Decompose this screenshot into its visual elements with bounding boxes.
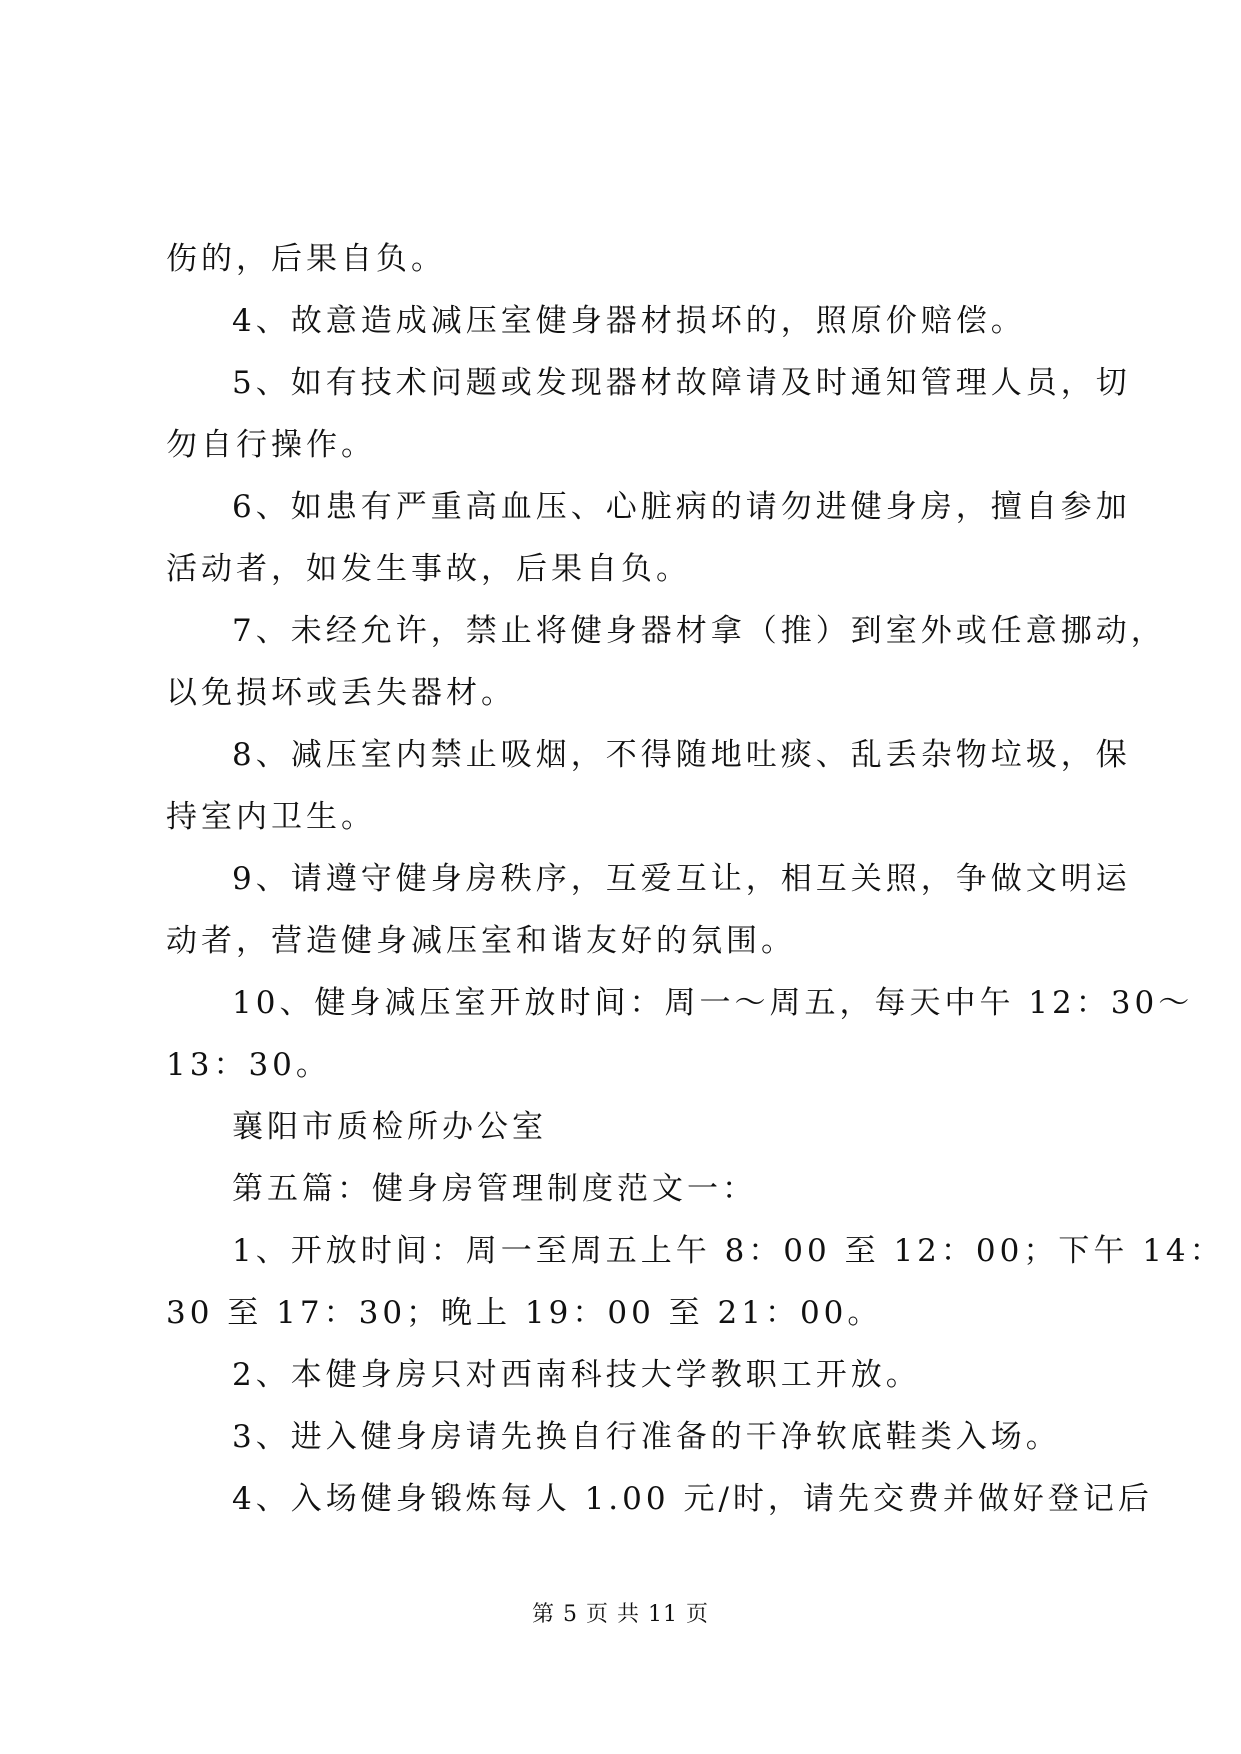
text-line: 9、请遵守健身房秩序，互爱互让，相互关照，争做文明运 [232, 861, 1131, 897]
text-line: 以免损坏或丢失器材。 [166, 675, 516, 711]
text-line: 6、如患有严重高血压、心脏病的请勿进健身房，擅自参加 [232, 489, 1131, 525]
text-line: 勿自行操作。 [166, 427, 376, 463]
document-body [166, 228, 1225, 1530]
text-line: 10、健身减压室开放时间：周一～周五，每天中午 12：30～ [232, 985, 1194, 1021]
text-line: 动者，营造健身减压室和谐友好的氛围。 [166, 923, 796, 959]
text-line: 4、故意造成减压室健身器材损坏的，照原价赔偿。 [232, 303, 1026, 339]
text-line: 持室内卫生。 [166, 799, 376, 835]
text-line: 5、如有技术问题或发现器材故障请及时通知管理人员，切 [232, 365, 1131, 401]
text-line: 活动者，如发生事故，后果自负。 [166, 551, 691, 587]
section-heading: 第五篇：健身房管理制度范文一： [232, 1171, 757, 1207]
text-line: 4、入场健身锻炼每人 1.00 元/时，请先交费并做好登记后 [232, 1481, 1153, 1517]
page-number-footer: 第 5 页 共 11 页 [532, 1602, 709, 1627]
text-line: 3、进入健身房请先换自行准备的干净软底鞋类入场。 [232, 1419, 1061, 1455]
text-line: 30 至 17：30；晚上 19：00 至 21：00。 [166, 1295, 883, 1331]
text-line: 7、未经允许，禁止将健身器材拿（推）到室外或任意挪动， [232, 613, 1166, 649]
text-line: 13：30。 [166, 1047, 331, 1083]
text-line: 2、本健身房只对西南科技大学教职工开放。 [232, 1357, 921, 1393]
text-line: 1、开放时间：周一至周五上午 8：00 至 12：00；下午 14： [232, 1233, 1225, 1269]
signature-line: 襄阳市质检所办公室 [232, 1109, 547, 1145]
text-line: 伤的，后果自负。 [166, 241, 446, 277]
text-line: 8、减压室内禁止吸烟，不得随地吐痰、乱丢杂物垃圾，保 [232, 737, 1131, 773]
